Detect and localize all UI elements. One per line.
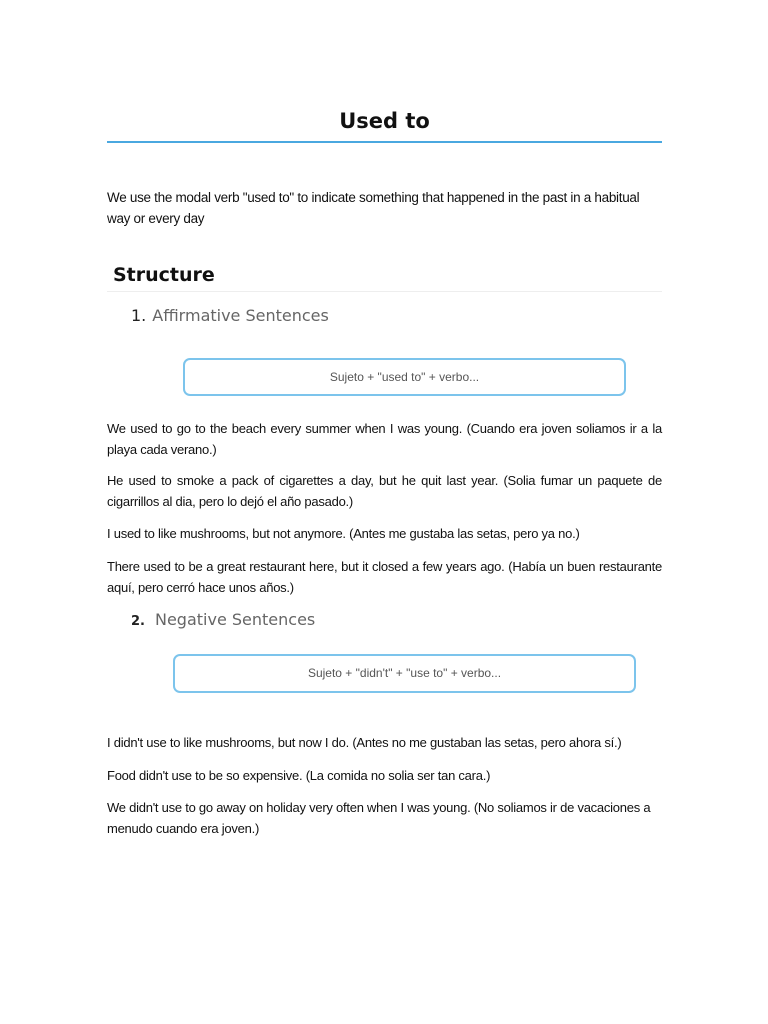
- negative-title: Negative Sentences: [154, 610, 316, 629]
- affirmative-subheading: [131, 305, 329, 327]
- negative-example-2: Food didn't use to be so expensive. (La comida no solia ser tan cara.): [107, 768, 491, 783]
- affirmative-number: 1.: [131, 306, 147, 325]
- negative-number: 2.: [131, 614, 145, 629]
- affirmative-example-3: I used to like mushrooms, but not anymore. (Antes me gustaba las setas, pero ya no.): [107, 526, 580, 541]
- negative-example-1: I didn't use to like mushrooms, but now I do. (Antes no me gustaban las setas, pero ahora sí.): [107, 735, 622, 750]
- affirmative-example-2: He used to smoke a pack of cigarettes a day, but he quit last year. (Solia fumar un paquete de cigarrillos al dia, pero lo dejó el año pasado.): [107, 473, 662, 509]
- title-divider: [107, 141, 662, 143]
- structure-divider: [107, 291, 662, 292]
- negative-formula-box: Sujeto + "didn't" + "use to" + verbo...: [173, 654, 636, 693]
- intro-paragraph: We use the modal verb "used to" to indicate something that happened in the past in a habitual way or every day: [107, 190, 640, 226]
- affirmative-formula-box: Sujeto + "used to" + verbo...: [183, 358, 626, 396]
- page-title: Used to: [339, 109, 430, 133]
- affirmative-title: Affirmative Sentences: [152, 306, 329, 325]
- affirmative-example-4: There used to be a great restaurant here, but it closed a few years ago. (Había un buen restaurante aquí, pero cerró hace unos años.): [107, 559, 662, 595]
- negative-subheading: [131, 609, 315, 633]
- negative-example-3: We didn't use to go away on holiday very often when I was young. (No soliamos ir de vacaciones a menudo cuando era joven.): [107, 800, 651, 836]
- structure-heading: Structure: [113, 264, 215, 286]
- affirmative-example-1: We used to go to the beach every summer when I was young. (Cuando era joven soliamos ir a la playa cada verano.): [107, 421, 662, 457]
